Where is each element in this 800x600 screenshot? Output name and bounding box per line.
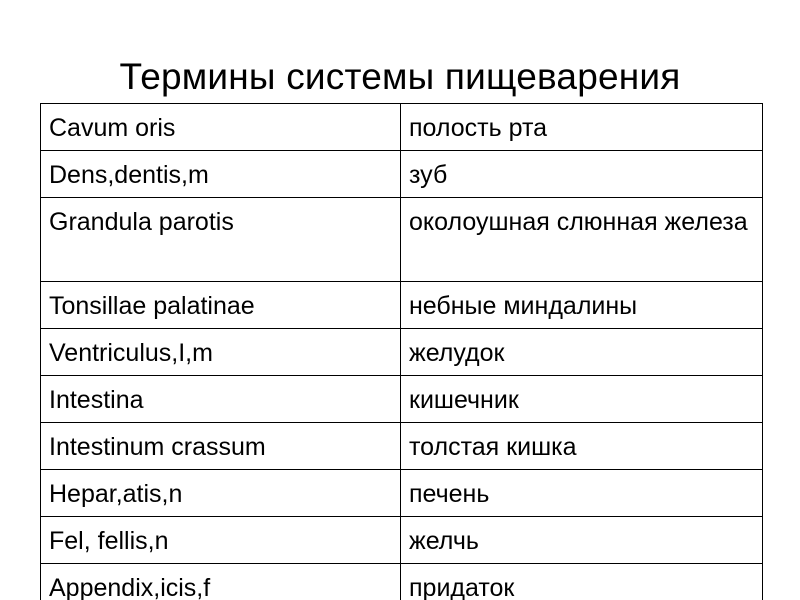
table-row bbox=[41, 329, 763, 376]
russian-term-cell: желудок bbox=[401, 329, 763, 376]
russian-term-cell: кишечник bbox=[401, 376, 763, 423]
table-row bbox=[41, 423, 763, 470]
latin-term-cell: Dens,dentis,m bbox=[41, 151, 401, 198]
table-row bbox=[41, 517, 763, 564]
latin-term-cell: Fel, fellis,n bbox=[41, 517, 401, 564]
latin-term-cell: Grandula parotis bbox=[41, 198, 401, 282]
latin-term-cell: Tonsillae palatinae bbox=[41, 282, 401, 329]
russian-term-cell: небные миндалины bbox=[401, 282, 763, 329]
table-row bbox=[41, 282, 763, 329]
terms-table bbox=[40, 103, 763, 600]
table-row bbox=[41, 376, 763, 423]
russian-term-cell: толстая кишка bbox=[401, 423, 763, 470]
russian-term-cell: печень bbox=[401, 470, 763, 517]
russian-term-cell: желчь bbox=[401, 517, 763, 564]
latin-term-cell: Appendix,icis,f bbox=[41, 564, 401, 600]
latin-term-cell: Intestinum crassum bbox=[41, 423, 401, 470]
latin-term-cell: Hepar,atis,n bbox=[41, 470, 401, 517]
table-row bbox=[41, 564, 763, 600]
table-row bbox=[41, 198, 763, 282]
slide-title: Термины системы пищеварения bbox=[119, 56, 681, 97]
russian-term-cell: придаток bbox=[401, 564, 763, 600]
russian-term-cell: полость рта bbox=[401, 104, 763, 151]
latin-term-cell: Intestina bbox=[41, 376, 401, 423]
table-row bbox=[41, 470, 763, 517]
table-row bbox=[41, 151, 763, 198]
russian-term-cell: околоушная слюнная железа bbox=[401, 198, 763, 282]
table-row bbox=[41, 104, 763, 151]
russian-term-cell: зуб bbox=[401, 151, 763, 198]
latin-term-cell: Cavum oris bbox=[41, 104, 401, 151]
latin-term-cell: Ventriculus,I,m bbox=[41, 329, 401, 376]
